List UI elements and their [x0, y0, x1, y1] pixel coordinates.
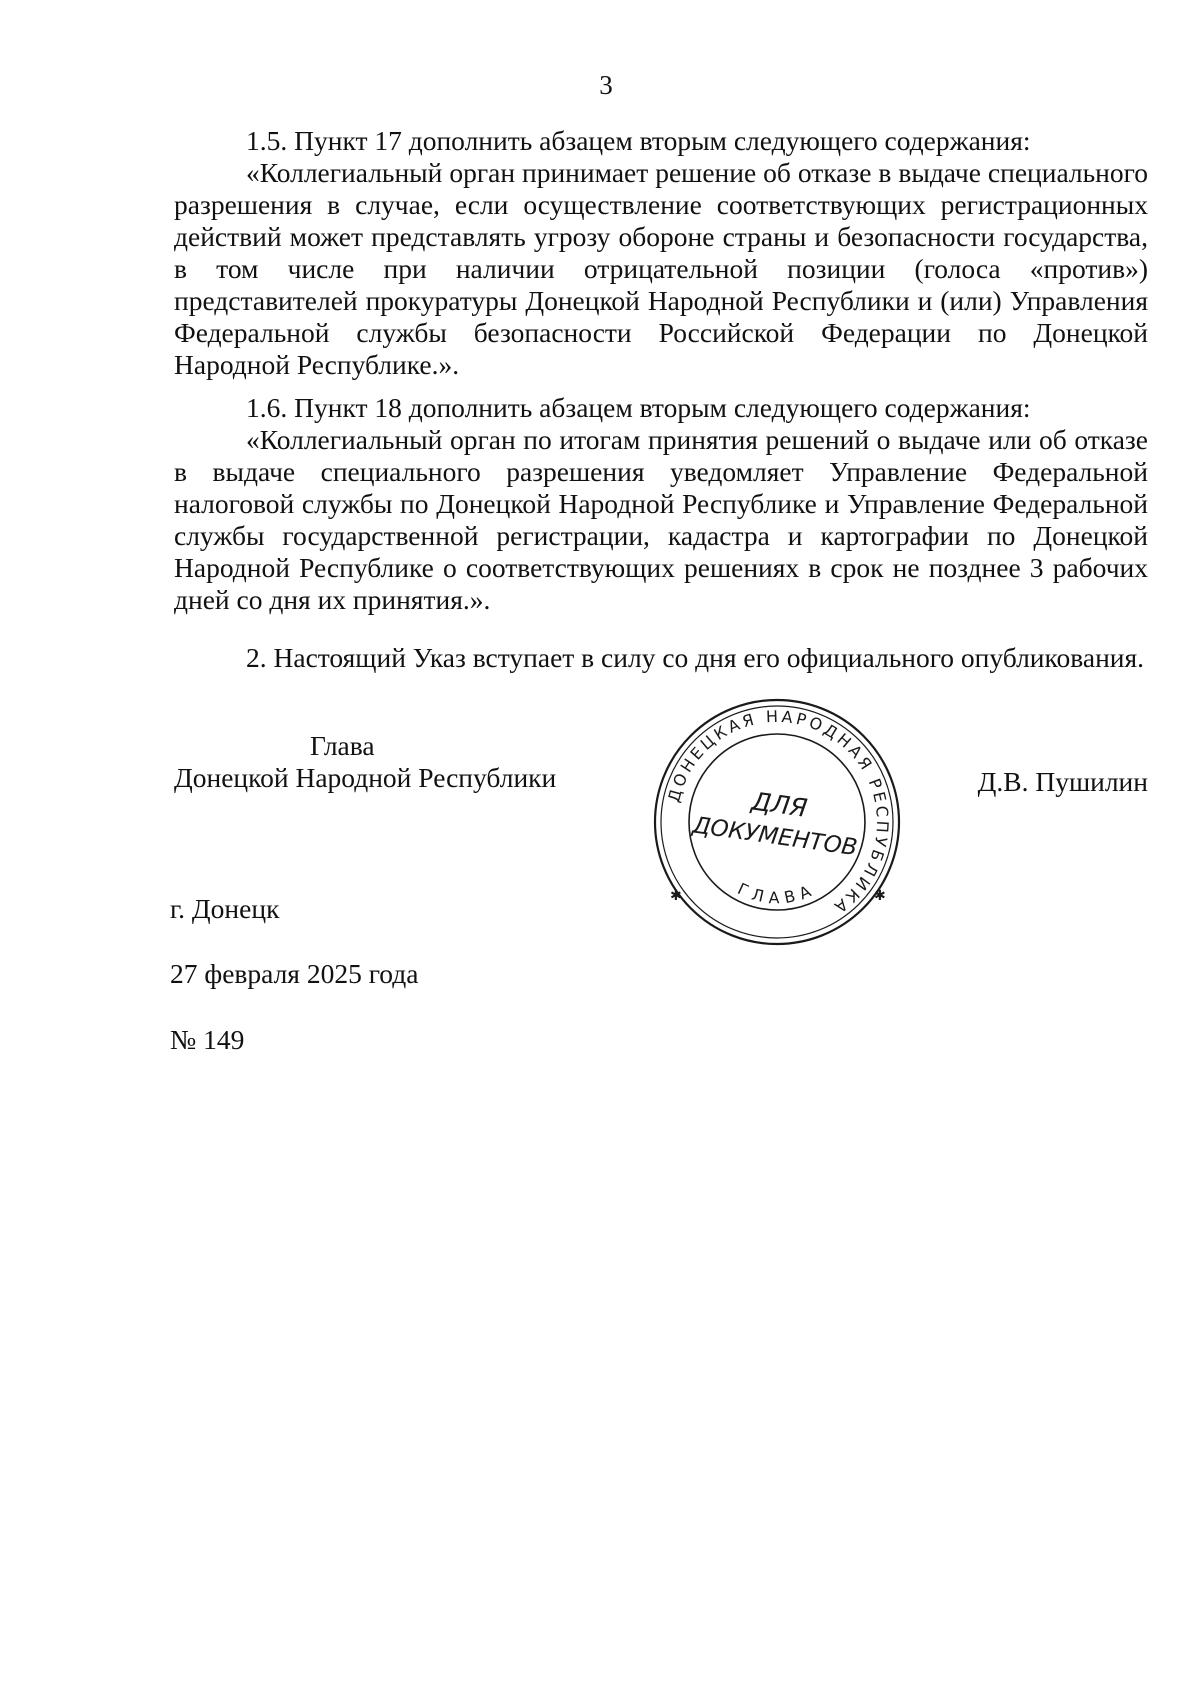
paragraph-2: 2. Настоящий Указ вступает в силу со дня его официального опубликования. — [246, 642, 1145, 673]
paragraph-1-6-content: «Коллегиальный орган по итогам принятия решений о выдаче или об отказе в выдаче специального разрешения уведомляет Управление Федеральной налоговой службы по Донецкой Народной Республике и Управление Федеральной службы государственной регистрации, кадастра и картографии по Донецкой Народной Республике о соответствующих решениях в срок не позднее 3 рабочих дней со дня их принятия.». — [174, 424, 1148, 615]
page-number: 3 — [599, 70, 613, 100]
official-seal — [652, 697, 902, 947]
seal-star-left: ✱ — [670, 888, 682, 904]
signatory-title-line2: Донецкой Народной Республики — [174, 762, 557, 793]
seal-ring-text: ДОНЕЦКАЯ НАРОДНАЯ РЕСПУБЛИКА — [663, 706, 893, 919]
seal-center-line1: ДЛЯ — [749, 786, 810, 823]
signatory-title — [174, 730, 556, 794]
signatory-title-line1: Глава — [310, 730, 375, 761]
paragraph-1-5-heading: 1.5. Пункт 17 дополнить абзацем вторым следующего содержания: — [246, 125, 1031, 156]
document-body — [174, 125, 1148, 674]
document-number: № 149 — [170, 1024, 245, 1055]
signatory-name: Д.В. Пушилин — [977, 766, 1148, 797]
seal-star-right: ✱ — [874, 888, 886, 904]
city: г. Донецк — [170, 893, 280, 924]
seal-bottom-text: ГЛАВА — [734, 879, 820, 908]
seal-center-line2: ДОКУМЕНТОВ — [690, 812, 859, 862]
paragraph-1-5-content: «Коллегиальный орган принимает решение об отказе в выдаче специального разрешения в случае, если осуществление соответствующих регистрационных действий может представлять угрозу обороне страны и безопасности государства, в том числе при наличии отрицательной позиции (голоса «против») представителей прокуратуры Донецкой Народной Республики и (или) Управления Федеральной службы безопасности Российской Федерации по Донецкой Народной Республике.». — [174, 157, 1148, 380]
paragraph-1-6-heading: 1.6. Пункт 18 дополнить абзацем вторым следующего содержания: — [246, 392, 1031, 423]
document-date: 27 февраля 2025 года — [170, 958, 419, 989]
